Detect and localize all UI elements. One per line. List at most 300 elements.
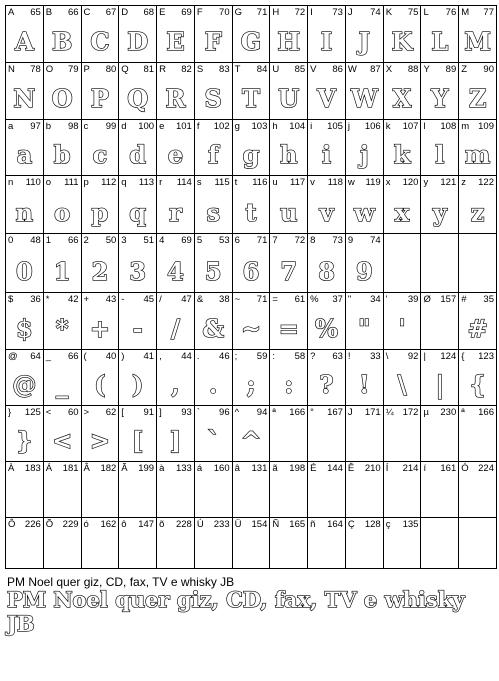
glyph-cell: [5, 119, 44, 176]
glyph-cell: [307, 233, 346, 293]
glyph-code-label: 105: [327, 121, 343, 132]
glyph-sample: e: [167, 140, 184, 169]
glyph-sample: H: [277, 27, 301, 56]
glyph-sample: +: [89, 314, 110, 343]
glyph-sample: b: [53, 140, 71, 169]
glyph-code-label: 61: [294, 294, 306, 305]
glyph-sample: L: [431, 27, 449, 56]
glyph-character-label: H: [272, 7, 280, 18]
glyph-cell-header: [159, 177, 192, 189]
glyph-cell: [307, 292, 346, 350]
glyph-cell-header: [348, 351, 381, 363]
glyph-cell-header: [272, 177, 305, 189]
glyph-sample: R: [165, 84, 186, 113]
glyph-sample: t: [245, 198, 257, 227]
glyph-character-label: d: [121, 121, 127, 132]
glyph-character-label: |: [423, 351, 426, 362]
glyph-cell-header: [272, 7, 305, 19]
glyph-cell: [43, 175, 82, 234]
glyph-character-label: x: [385, 177, 391, 188]
glyph-cell-header: [235, 519, 268, 531]
glyph-cell: [383, 461, 422, 518]
glyph-cell-header: [197, 64, 230, 76]
glyph-cell: [5, 292, 44, 350]
glyph-sample: l: [435, 140, 445, 169]
glyph-cell-header: [197, 235, 230, 247]
glyph-cell-header: [348, 463, 381, 475]
glyph-cell: [156, 5, 195, 63]
glyph-code-label: 115: [214, 177, 230, 188]
glyph-character-label: Ñ: [272, 519, 280, 530]
glyph-sample: K: [391, 27, 413, 56]
glyph-cell-header: [197, 7, 230, 19]
glyph-character-label: µ: [423, 407, 429, 418]
glyph-cell: [194, 405, 233, 462]
glyph-sample: W: [350, 84, 378, 113]
glyph-cell: [345, 5, 384, 63]
glyph-cell: [81, 175, 120, 234]
glyph-sample: [195, 482, 232, 512]
glyph-cell: [5, 517, 44, 569]
glyph-cell: [156, 349, 195, 406]
glyph-character-label: Ø: [423, 294, 431, 305]
glyph-cell: [5, 5, 44, 63]
glyph-row: [5, 461, 496, 518]
glyph-code-label: 125: [24, 407, 41, 418]
glyph-cell: [43, 405, 82, 462]
glyph-sample: [346, 426, 383, 456]
glyph-character-label: S: [196, 64, 204, 75]
glyph-cell: [345, 119, 384, 176]
glyph-character-label: 8: [310, 235, 316, 246]
glyph-sample: a: [16, 140, 33, 169]
glyph-character-label: É: [310, 463, 317, 474]
glyph-cell-header: [386, 519, 419, 531]
glyph-cell-header: [348, 64, 381, 76]
glyph-character-label: á: [196, 463, 203, 474]
glyph-cell-header: [46, 235, 79, 247]
glyph-code-label: 119: [365, 177, 381, 188]
glyph-cell: [383, 233, 422, 293]
glyph-cell-header: [84, 294, 117, 306]
glyph-code-label: 167: [327, 407, 343, 418]
glyph-cell: [81, 349, 120, 406]
glyph-cell: [194, 233, 233, 293]
glyph-character-label: `: [196, 407, 201, 418]
glyph-sample: }: [16, 426, 33, 455]
glyph-sample: x: [394, 198, 410, 227]
glyph-cell-header: [235, 64, 268, 76]
glyph-code-label: 67: [105, 7, 117, 18]
glyph-cell-header: [348, 235, 381, 247]
glyph-cell-header: [8, 64, 41, 76]
glyph-cell: [81, 5, 120, 63]
glyph-cell-header: [235, 407, 268, 419]
glyph-cell: [383, 292, 422, 350]
glyph-code-label: 165: [289, 519, 306, 530]
glyph-sample: X: [392, 84, 412, 113]
glyph-sample: ;: [246, 370, 256, 399]
glyph-cell-header: [197, 121, 230, 133]
glyph-cell: [43, 292, 82, 350]
glyph-code-label: 182: [100, 463, 117, 474]
glyph-code-label: 117: [289, 177, 306, 188]
glyph-character-label: Í: [385, 463, 389, 474]
glyph-cell-header: [84, 235, 117, 247]
glyph-cell: [307, 62, 346, 120]
glyph-code-label: 80: [105, 64, 117, 75]
glyph-cell-header: [272, 64, 305, 76]
glyph-sample: [82, 482, 119, 512]
glyph-code-label: 122: [478, 177, 494, 188]
glyph-code-label: 88: [407, 64, 419, 75]
glyph-cell: [232, 292, 271, 350]
glyph-sample: i: [321, 140, 332, 169]
glyph-cell-header: [159, 121, 192, 133]
glyph-character-label: w: [347, 177, 355, 188]
glyph-sample: S: [204, 84, 222, 113]
glyph-cell-header: [84, 121, 117, 133]
glyph-code-label: 147: [138, 519, 155, 530]
glyph-code-label: 74: [370, 7, 381, 18]
glyph-cell-header: [348, 407, 381, 419]
glyph-code-label: 89: [445, 64, 457, 75]
glyph-cell: [458, 233, 497, 293]
glyph-character-label: ': [385, 294, 388, 305]
glyph-code-label: 104: [289, 121, 306, 132]
glyph-code-label: 58: [294, 351, 306, 362]
glyph-cell-header: [159, 294, 192, 306]
glyph-sample: ^: [240, 426, 262, 455]
glyph-cell-header: [461, 121, 494, 133]
glyph-character-label: #: [461, 294, 467, 305]
glyph-cell: [420, 5, 459, 63]
glyph-code-label: 166: [289, 407, 306, 418]
glyph-code-label: 66: [67, 7, 79, 18]
glyph-cell: [420, 233, 459, 293]
glyph-code-label: 48: [30, 235, 41, 246]
glyph-character-label: @: [8, 351, 18, 362]
glyph-code-label: 62: [105, 407, 117, 418]
glyph-code-label: 71: [256, 7, 268, 18]
glyph-cell: [420, 119, 459, 176]
glyph-cell: [458, 349, 497, 406]
glyph-code-label: 50: [105, 235, 117, 246]
glyph-sample: [119, 482, 156, 512]
glyph-sample: ?: [319, 370, 334, 399]
glyph-character-label: í: [423, 463, 427, 474]
glyph-sample: D: [127, 27, 149, 56]
glyph-code-label: 118: [327, 177, 343, 188]
glyph-cell: [420, 62, 459, 120]
glyph-sample: z: [470, 198, 485, 227]
glyph-cell: [232, 517, 271, 569]
glyph-cell: [458, 175, 497, 234]
glyph-cell: [81, 292, 120, 350]
glyph-sample: (: [94, 370, 106, 399]
glyph-cell: [269, 5, 308, 63]
glyph-character-label: ~: [234, 294, 241, 305]
glyph-code-label: 161: [440, 463, 457, 474]
glyph-code-label: 120: [402, 177, 419, 188]
glyph-cell: [269, 517, 308, 569]
glyph-code-label: 43: [105, 294, 117, 305]
glyph-cell-header: [310, 235, 343, 247]
glyph-cell: [43, 119, 82, 176]
glyph-character-label: Ô: [8, 519, 16, 530]
glyph-character-label: ç: [385, 519, 391, 530]
glyph-sample: [270, 426, 307, 456]
glyph-code-label: 53: [219, 235, 230, 246]
glyph-code-label: 45: [143, 294, 155, 305]
glyph-code-label: 72: [294, 7, 306, 18]
glyph-code-label: 65: [30, 7, 41, 18]
glyph-code-label: 224: [478, 463, 494, 474]
glyph-character-label: T: [234, 64, 241, 75]
glyph-cell: [156, 405, 195, 462]
glyph-character-label: B: [45, 7, 53, 18]
glyph-code-label: 70: [219, 7, 230, 18]
glyph-sample: k: [393, 140, 411, 169]
glyph-sample: o: [54, 198, 71, 227]
glyph-code-label: 228: [175, 519, 192, 530]
glyph-character-label: *: [45, 294, 50, 305]
glyph-sample: O: [51, 84, 73, 113]
glyph-cell: [345, 349, 384, 406]
glyph-sample: [346, 482, 383, 512]
glyph-sample: [384, 533, 421, 563]
glyph-cell: [81, 233, 120, 293]
glyph-character-label: 0: [8, 235, 14, 246]
glyph-character-label: u: [272, 177, 278, 188]
glyph-code-label: 77: [483, 7, 494, 18]
glyph-cell: [232, 405, 271, 462]
glyph-cell-header: [121, 177, 154, 189]
glyph-code-label: 162: [100, 519, 117, 530]
glyph-character-label: E: [159, 7, 166, 18]
glyph-code-label: 106: [364, 121, 381, 132]
glyph-cell-header: [272, 407, 305, 419]
glyph-cell-header: [386, 121, 419, 133]
glyph-character-label: n: [8, 177, 14, 188]
glyph-character-label: ;: [234, 351, 238, 362]
glyph-character-label: 4: [159, 235, 165, 246]
glyph-sample: [270, 533, 307, 563]
glyph-character-label: y: [423, 177, 429, 188]
glyph-grid: [5, 5, 496, 568]
glyph-cell: [269, 62, 308, 120]
glyph-cell-header: [386, 64, 419, 76]
glyph-cell-header: [310, 7, 343, 19]
glyph-character-label: 6: [234, 235, 240, 246]
glyph-cell: [345, 62, 384, 120]
glyph-sample: j: [359, 140, 369, 169]
glyph-cell-header: [272, 121, 305, 133]
glyph-cell-header: [8, 351, 41, 363]
glyph-sample: .: [209, 370, 218, 399]
glyph-sample: J: [358, 27, 370, 56]
glyph-row: [5, 349, 496, 406]
glyph-sample: \: [397, 370, 407, 399]
glyph-cell: [43, 233, 82, 293]
glyph-code-label: 72: [294, 235, 306, 246]
glyph-cell-header: [84, 463, 117, 475]
glyph-code-label: 71: [256, 235, 268, 246]
glyph-row: [5, 175, 496, 234]
glyph-cell: [5, 349, 44, 406]
glyph-sample: !: [359, 370, 370, 399]
glyph-sample: >: [89, 426, 110, 455]
glyph-cell: [118, 175, 157, 234]
glyph-cell-header: [386, 7, 419, 19]
glyph-sample: [459, 482, 496, 512]
glyph-cell: [307, 175, 346, 234]
glyph-cell: [345, 233, 384, 293]
glyph-sample: m: [464, 140, 491, 169]
glyph-sample: f: [208, 140, 219, 169]
glyph-cell: [269, 119, 308, 176]
glyph-cell-header: [272, 463, 305, 475]
glyph-character-label: z: [461, 177, 466, 188]
glyph-row: [5, 517, 496, 569]
glyph-character-label: À: [8, 463, 15, 474]
glyph-character-label: N: [8, 64, 15, 75]
glyph-sample: [44, 533, 81, 563]
glyph-code-label: 79: [67, 64, 79, 75]
glyph-cell: [420, 175, 459, 234]
glyph-sample: [384, 257, 421, 287]
glyph-sample: V: [317, 84, 336, 113]
glyph-character-label: Â: [83, 463, 90, 474]
glyph-cell: [118, 119, 157, 176]
glyph-code-label: 81: [143, 64, 155, 75]
glyph-code-label: 90: [483, 64, 494, 75]
glyph-character-label: Z: [461, 64, 468, 75]
glyph-code-label: 42: [67, 294, 79, 305]
glyph-code-label: 210: [364, 463, 381, 474]
glyph-code-label: 75: [407, 7, 419, 18]
glyph-cell-header: [461, 294, 494, 306]
glyph-character-label: /: [159, 294, 162, 305]
glyph-cell-header: [423, 177, 456, 189]
glyph-character-label: 2: [83, 235, 89, 246]
glyph-character-label: D: [121, 7, 129, 18]
glyph-cell-header: [121, 463, 154, 475]
glyph-code-label: 38: [219, 294, 230, 305]
glyph-character-label: à: [159, 463, 165, 474]
glyph-sample: $: [16, 314, 33, 343]
glyph-cell-header: [46, 407, 79, 419]
glyph-cell: [156, 461, 195, 518]
glyph-sample: /: [171, 314, 180, 343]
glyph-cell: [81, 405, 120, 462]
glyph-cell-header: [272, 351, 305, 363]
glyph-character-label: I: [310, 7, 313, 18]
glyph-code-label: 172: [402, 407, 419, 418]
glyph-code-label: 99: [105, 121, 117, 132]
glyph-cell-header: [235, 7, 268, 19]
glyph-cell-header: [121, 7, 154, 19]
glyph-character-label: J: [347, 7, 353, 18]
glyph-code-label: 164: [327, 519, 343, 530]
glyph-cell-header: [423, 407, 456, 419]
glyph-cell: [458, 517, 497, 569]
glyph-code-label: 229: [62, 519, 79, 530]
glyph-character-label: %: [310, 294, 319, 305]
glyph-cell-header: [46, 121, 79, 133]
glyph-character-label: F: [196, 7, 203, 18]
glyph-code-label: 92: [407, 351, 419, 362]
sample-text-small: PM Noel quer giz, CD, fax, TV e whisky JB: [7, 575, 235, 589]
glyph-sample: [384, 482, 421, 512]
glyph-code-label: 47: [181, 294, 192, 305]
glyph-cell-header: [423, 121, 456, 133]
glyph-cell-header: [423, 463, 456, 475]
glyph-character-label: ^: [234, 407, 240, 418]
glyph-code-label: 131: [251, 463, 268, 474]
glyph-character-label: C: [83, 7, 91, 18]
glyph-cell: [420, 405, 459, 462]
glyph-sample: 9: [355, 257, 373, 286]
glyph-cell: [232, 233, 271, 293]
glyph-cell: [232, 461, 271, 518]
glyph-sample: [421, 533, 458, 563]
glyph-cell-header: [386, 351, 419, 363]
glyph-sample: 7: [280, 257, 298, 286]
glyph-character-label: g: [234, 121, 240, 132]
glyph-cell-header: [84, 7, 117, 19]
glyph-row: [5, 233, 496, 293]
glyph-cell: [118, 5, 157, 63]
glyph-code-label: 100: [138, 121, 155, 132]
glyph-code-label: 113: [138, 177, 155, 188]
glyph-code-label: 46: [219, 351, 230, 362]
glyph-cell-header: [84, 351, 117, 363]
glyph-character-label: a: [8, 121, 14, 132]
glyph-cell-header: [348, 177, 381, 189]
glyph-code-label: 33: [370, 351, 381, 362]
glyph-character-label: 1: [45, 235, 52, 246]
glyph-cell-header: [310, 64, 343, 76]
glyph-cell-header: [121, 121, 154, 133]
glyph-character-label: 9: [347, 235, 354, 246]
glyph-cell: [383, 349, 422, 406]
glyph-cell-header: [8, 121, 41, 133]
glyph-code-label: 69: [181, 235, 192, 246]
glyph-cell-header: [121, 407, 154, 419]
glyph-cell: [194, 119, 233, 176]
glyph-cell: [232, 5, 271, 63]
glyph-cell: [420, 292, 459, 350]
glyph-cell: [307, 119, 346, 176]
glyph-code-label: 40: [105, 351, 117, 362]
glyph-cell: [269, 461, 308, 518]
glyph-code-label: 157: [440, 294, 457, 305]
glyph-code-label: 108: [440, 121, 457, 132]
glyph-cell: [194, 517, 233, 569]
glyph-sample: ": [358, 314, 371, 343]
glyph-code-label: 111: [64, 177, 79, 188]
glyph-cell-header: [197, 177, 230, 189]
glyph-cell-header: [159, 7, 192, 19]
glyph-code-label: 112: [101, 177, 117, 188]
glyph-cell: [345, 292, 384, 350]
glyph-sample: @: [12, 370, 37, 399]
glyph-character-label: R: [159, 64, 166, 75]
glyph-cell: [458, 292, 497, 350]
glyph-sample: u: [280, 198, 298, 227]
glyph-character-label: W: [347, 64, 357, 75]
